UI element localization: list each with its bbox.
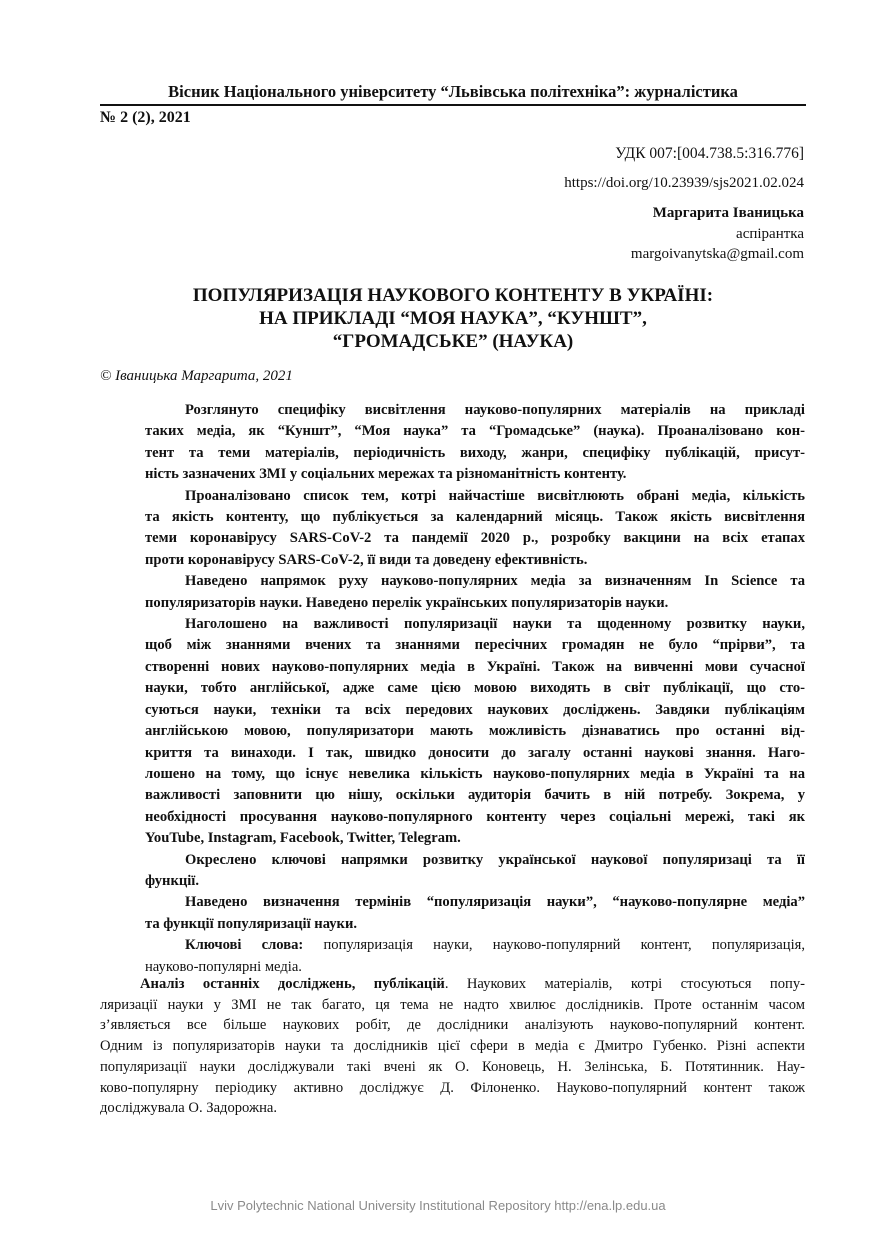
abstract-line: Окреслено ключові напрямки розвитку української наукової популяризаці та її	[185, 851, 805, 868]
main-text	[100, 974, 805, 1119]
abstract-line: YouTube, Instagram, Facebook, Twitter, Telegram.	[145, 830, 461, 847]
repository-footer: Lviv Polytechnic National University Institutional Repository http://ena.lp.edu.ua	[210, 1198, 666, 1213]
abstract-line: створенні нових науково-популярних медіа в Україні. Також на вивченні мови сучасної	[145, 658, 805, 675]
abstract-line: суються науки, техніки та всіх передових наукових досліджень. Завдяки публікаціям	[145, 701, 805, 718]
abstract-line: криття та винаходи. І так, швидко доносити до загалу останні наукові знання. Наго-	[145, 744, 805, 761]
title-line: ПОПУЛЯРИЗАЦІЯ НАУКОВОГО КОНТЕНТУ В УКРАЇНІ:	[192, 285, 714, 306]
section-heading: Аналіз останніх досліджень, публікацій	[140, 976, 445, 992]
main-text-line: ляризації науки у ЗМІ не так багато, ця тема не надто хвилює дослідників. Проте останнім часом	[100, 996, 805, 1013]
udc-code: УДК 007:[004.738.5:316.776]	[615, 145, 804, 162]
abstract-line: Наведено напрямок руху науково-популярних медіа за визначенням In Science та	[185, 573, 805, 590]
main-text-line: досліджувала О. Задорожна.	[100, 1100, 278, 1117]
keywords-line	[145, 935, 805, 956]
abstract-line: щоб між знаннями вчених та знаннями пересічних громадян не було “прірви”, та	[145, 637, 805, 654]
abstract-line: та якість контенту, що публікується за календарний місяць. Також якість висвітлення	[145, 509, 805, 526]
author-position: аспірантка	[736, 226, 804, 242]
title-line: “ГРОМАДСЬКЕ” (НАУКА)	[332, 331, 574, 352]
abstract	[145, 400, 805, 978]
header-divider	[100, 104, 806, 106]
abstract-line: Наголошено на важливості популяризації науки та щоденному розвитку науки,	[185, 616, 805, 633]
abstract-line: таких медіа, як “Куншт”, “Моя наука” та “Громадське” (наука). Проаналізовано кон-	[145, 423, 805, 440]
abstract-line: Проаналізовано список тем, котрі найчастіше висвітлюють обрані медіа, кількість	[185, 487, 805, 504]
abstract-line: англійською мовою, популяризатори мають можливість дізнаватись про останні від-	[145, 723, 805, 740]
abstract-line: функції.	[145, 872, 200, 889]
copyright: © Іваницька Маргарита, 2021	[100, 368, 293, 384]
journal-title: Вісник Національного університету “Львівська політехніка”: журналістика	[168, 82, 738, 101]
main-text-line: ково-популярну періодику активно досліджує Д. Філоненко. Науково-популярний контент також	[100, 1079, 805, 1096]
abstract-line: ність зазначених ЗМІ у соціальних мережах та різноманітність контенту.	[145, 466, 627, 483]
doi-link[interactable]: https://doi.org/10.23939/sjs2021.02.024	[564, 175, 804, 191]
abstract-line: та функції популяризації науки.	[145, 915, 358, 932]
main-text-line: Одним із популяризаторів науки та дослідників цієї сфери в медіа є Дмитро Губенко. Різні аспекти	[100, 1038, 805, 1055]
abstract-line: популяризаторів науки. Наведено перелік українських популяризаторів науки.	[145, 594, 669, 611]
abstract-line: необхідності просування науково-популярного контенту через соціальні мережі, такі як	[145, 808, 805, 825]
title-line: НА ПРИКЛАДІ “МОЯ НАУКА”, “КУНШТ”,	[259, 308, 647, 329]
abstract-line: тент та теми матеріалів, періодичність виходу, жанри, специфіку публікацій, присут-	[145, 444, 805, 461]
abstract-line: Наведено визначення термінів “популяризація науки”, “науково-популярне медіа”	[185, 894, 805, 911]
main-text-fragment: . Наукових матеріалів, котрі стосуються попу-	[444, 976, 805, 992]
abstract-line: теми коронавірусу SARS-CoV-2 та пандемії 2020 р., розробку вакцини на всіх етапах	[145, 530, 805, 547]
issue-number: № 2 (2), 2021	[100, 109, 191, 126]
keywords-text: популяризація науки, науково-популярний контент, популяризація,	[303, 937, 805, 954]
abstract-line: лошено на тому, що існує невелика кількість науково-популярних медіа в Україні та на	[145, 765, 805, 782]
article-title	[100, 284, 806, 353]
author-name: Маргарита Іваницька	[652, 205, 804, 221]
abstract-line: Розглянуто специфіку висвітлення науково-популярних матеріалів на прикладі	[185, 402, 805, 418]
abstract-line: проти коронавірусу SARS-CoV-2, її види та доведену ефективність.	[145, 551, 588, 568]
keywords-label: Ключові слова:	[185, 937, 304, 954]
keywords-text: науково-популярні медіа.	[145, 958, 302, 975]
main-text-line	[100, 974, 805, 995]
main-text-line: з’являється все більше наукових робіт, де дослідники аналізують науково-популярний контент.	[100, 1017, 805, 1034]
author-email[interactable]: margoivanytska@gmail.com	[630, 246, 804, 262]
abstract-line: важливості заповнити цю нішу, оскільки аудиторія бачить в ній потребу. Зокрема, у	[145, 787, 805, 804]
abstract-line: науки, тобто англійської, адже саме цією мовою виходять в світ публікації, що сто-	[145, 680, 805, 697]
main-text-line: популяризації науки досліджували такі вчені як О. Коновець, Н. Зелінська, Б. Потятинник. Нау-	[100, 1058, 805, 1075]
